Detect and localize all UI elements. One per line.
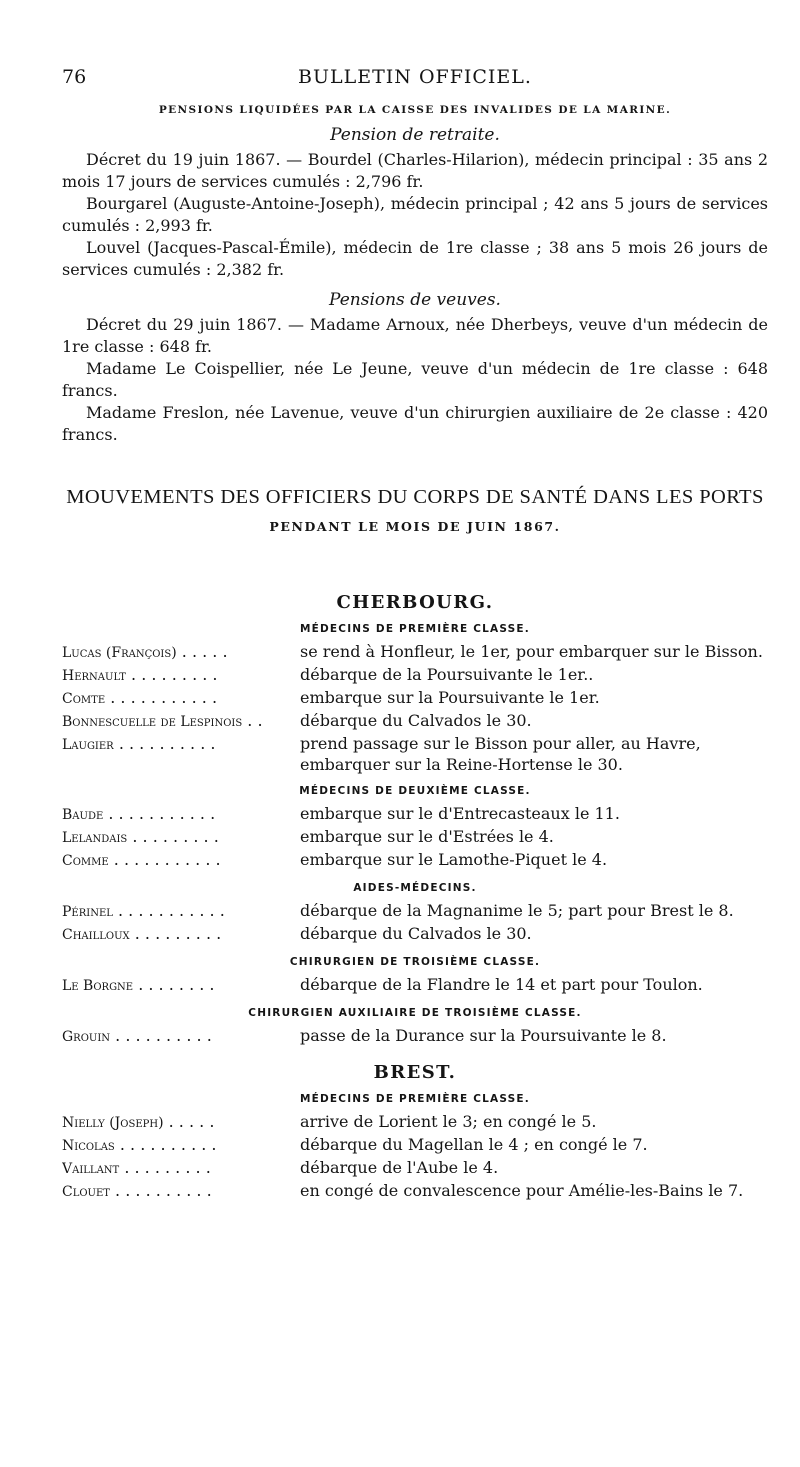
- movement-description: débarque de la Flandre le 14 et part pour Toulon.: [300, 975, 703, 994]
- movement-description: embarque sur le d'Estrées le 4.: [300, 827, 554, 846]
- rank-heading: AIDES-MÉDECINS.: [353, 882, 477, 894]
- movement-description: débarque de l'Aube le 4.: [300, 1158, 499, 1177]
- retraite-heading: Pension de retraite.: [330, 125, 500, 145]
- dot-leader: . . . . . . . . . .: [115, 1026, 212, 1045]
- officer-name: Hernault: [62, 668, 126, 684]
- movement-description: débarque de la Magnanime le 5; part pour Brest le 8.: [300, 901, 734, 920]
- officer-entry: [62, 1025, 768, 1048]
- officer-entry: [62, 974, 768, 997]
- rank-heading: MÉDECINS DE PREMIÈRE CLASSE.: [299, 623, 530, 635]
- officer-name: Lucas (François): [62, 645, 177, 661]
- officer-list: [62, 900, 768, 946]
- rank-heading: MÉDECINS DE DEUXIÈME CLASSE.: [299, 785, 531, 797]
- dot-leader: . . . . .: [181, 642, 228, 661]
- officer-name-cell: [62, 900, 300, 923]
- movement-description: embarque sur le Lamothe-Piquet le 4.: [300, 850, 608, 869]
- officer-name-cell: [62, 974, 300, 997]
- officer-entry: [62, 733, 768, 775]
- officer-name: Laugier: [62, 737, 114, 753]
- officer-name: Vaillant: [62, 1161, 120, 1177]
- officer-entry: [62, 849, 768, 872]
- dot-leader: . . . . . . . . . .: [118, 734, 216, 753]
- dot-leader: . . . . . . . . .: [132, 827, 219, 846]
- officer-name: Grouin: [62, 1029, 111, 1045]
- rank-heading: CHIRURGIEN DE TROISIÈME CLASSE.: [289, 956, 541, 968]
- officer-name: Clouet: [62, 1184, 110, 1200]
- movement-description: passe de la Durance sur la Poursuivante le 8.: [300, 1026, 667, 1045]
- officer-list: [62, 803, 768, 872]
- officer-entry: [62, 641, 768, 664]
- widow-pension-paragraph: Madame Freslon, née Lavenue, veuve d'un chirurgien auxiliaire de 2e classe : 420 francs.: [62, 403, 768, 444]
- officer-name-cell: [62, 849, 300, 872]
- officer-name-cell: [62, 826, 300, 849]
- page-number: 76: [62, 66, 87, 88]
- pension-paragraph: Bourgarel (Auguste-Antoine-Joseph), médecin principal ; 42 ans 5 jours de services cumulés : 2,993 fr.: [62, 194, 768, 235]
- officer-list: [62, 641, 768, 775]
- officer-entry: [62, 664, 768, 687]
- dot-leader: . . . . . . . .: [138, 975, 215, 994]
- officer-name: Lelandais: [62, 830, 128, 846]
- officer-entry: [62, 803, 768, 826]
- officer-name: Comte: [62, 691, 106, 707]
- port-brest-heading: BREST.: [373, 1062, 457, 1083]
- officer-entry: [62, 1134, 768, 1157]
- movement-description: débarque du Calvados le 30.: [300, 924, 532, 943]
- officer-entry: [62, 1157, 768, 1180]
- dot-leader: . . . . . . . . . . .: [117, 901, 225, 920]
- movements-title: MOUVEMENTS DES OFFICIERS DU CORPS DE SANTÉ DANS LES PORTS: [66, 486, 764, 508]
- officer-name-cell: [62, 710, 300, 733]
- dot-leader: . . . . . . . . . .: [115, 1181, 212, 1200]
- officer-name: Chailloux: [62, 927, 130, 943]
- dot-leader: . . . . . . . . . .: [119, 1135, 217, 1154]
- movement-description: débarque du Magellan le 4 ; en congé le 7.: [300, 1135, 648, 1154]
- dot-leader: . . . . . . . . .: [124, 1158, 211, 1177]
- officer-name: Nielly (Joseph): [62, 1115, 164, 1131]
- port-cherbourg-heading: CHERBOURG.: [336, 592, 494, 613]
- officer-entry: [62, 900, 768, 923]
- officer-name-cell: [62, 733, 300, 775]
- officer-name: Comme: [62, 853, 109, 869]
- officer-name-cell: [62, 1157, 300, 1180]
- officer-name-cell: [62, 1180, 300, 1203]
- officer-entry: [62, 687, 768, 710]
- running-title: BULLETIN OFFICIEL.: [298, 66, 532, 88]
- officer-name-cell: [62, 1111, 300, 1134]
- movement-description: embarque sur le d'Entrecasteaux le 11.: [300, 804, 620, 823]
- dot-leader: . .: [247, 711, 263, 730]
- document-page: [62, 58, 768, 1203]
- officer-entry: [62, 826, 768, 849]
- movement-description: débarque de la Poursuivante le 1er..: [300, 665, 594, 684]
- rank-heading: CHIRURGIEN AUXILIAIRE DE TROISIÈME CLASSE.: [248, 1007, 582, 1019]
- officer-list: [62, 974, 768, 997]
- officer-list: [62, 1025, 768, 1048]
- veuves-heading: Pensions de veuves.: [329, 290, 501, 310]
- page-header: [62, 58, 768, 92]
- officer-name-cell: [62, 923, 300, 946]
- officer-name: Périnel: [62, 904, 113, 920]
- pension-paragraph: Décret du 19 juin 1867. — Bourdel (Charles-Hilarion), médecin principal : 35 ans 2 mois 17 jours de services cumulés : 2,796 fr.: [62, 150, 768, 191]
- officer-list: [62, 1111, 768, 1203]
- officer-entry: [62, 1111, 768, 1134]
- movement-description: arrive de Lorient le 3; en congé le 5.: [300, 1112, 597, 1131]
- officer-name-cell: [62, 1025, 300, 1048]
- officer-name: Nicolas: [62, 1138, 115, 1154]
- movement-description: débarque du Calvados le 30.: [300, 711, 532, 730]
- officer-name-cell: [62, 803, 300, 826]
- officer-name: Bonnescuelle de Lespinois: [62, 714, 243, 730]
- officer-name: Le Borgne: [62, 978, 134, 994]
- movements-subtitle: PENDANT LE MOIS DE JUIN 1867.: [269, 519, 561, 534]
- officer-name-cell: [62, 1134, 300, 1157]
- officer-name: Baude: [62, 807, 104, 823]
- officer-name-cell: [62, 687, 300, 710]
- officer-entry: [62, 1180, 768, 1203]
- rank-heading: MÉDECINS DE PREMIÈRE CLASSE.: [299, 1093, 530, 1105]
- dot-leader: . . . . . . . . .: [134, 924, 222, 943]
- pension-paragraph: Louvel (Jacques-Pascal-Émile), médecin de 1re classe ; 38 ans 5 mois 26 jours de services cumulés : 2,382 fr.: [62, 238, 768, 279]
- officer-name-cell: [62, 641, 300, 664]
- pensions-heading: PENSIONS LIQUIDÉES PAR LA CAISSE DES INVALIDES DE LA MARINE.: [158, 104, 672, 116]
- dot-leader: . . . . . . . . . . .: [113, 850, 221, 869]
- movement-description: se rend à Honfleur, le 1er, pour embarquer sur le Bisson.: [300, 642, 763, 661]
- dot-leader: . . . . .: [168, 1112, 215, 1131]
- dot-leader: . . . . . . . . .: [131, 665, 218, 684]
- widow-pension-paragraph: Madame Le Coispellier, née Le Jeune, veuve d'un médecin de 1re classe : 648 francs.: [62, 359, 768, 400]
- dot-leader: . . . . . . . . . . .: [108, 804, 216, 823]
- officer-entry: [62, 923, 768, 946]
- movement-description: prend passage sur le Bisson pour aller, au Havre, embarquer sur la Reine-Hortense le 30.: [300, 734, 701, 774]
- officer-name-cell: [62, 664, 300, 687]
- widow-pension-paragraph: Décret du 29 juin 1867. — Madame Arnoux, née Dherbeys, veuve d'un médecin de 1re classe : 648 fr.: [62, 315, 768, 356]
- movement-description: en congé de convalescence pour Amélie-les-Bains le 7.: [300, 1181, 744, 1200]
- movement-description: embarque sur la Poursuivante le 1er.: [300, 688, 600, 707]
- dot-leader: . . . . . . . . . . .: [110, 688, 218, 707]
- officer-entry: [62, 710, 768, 733]
